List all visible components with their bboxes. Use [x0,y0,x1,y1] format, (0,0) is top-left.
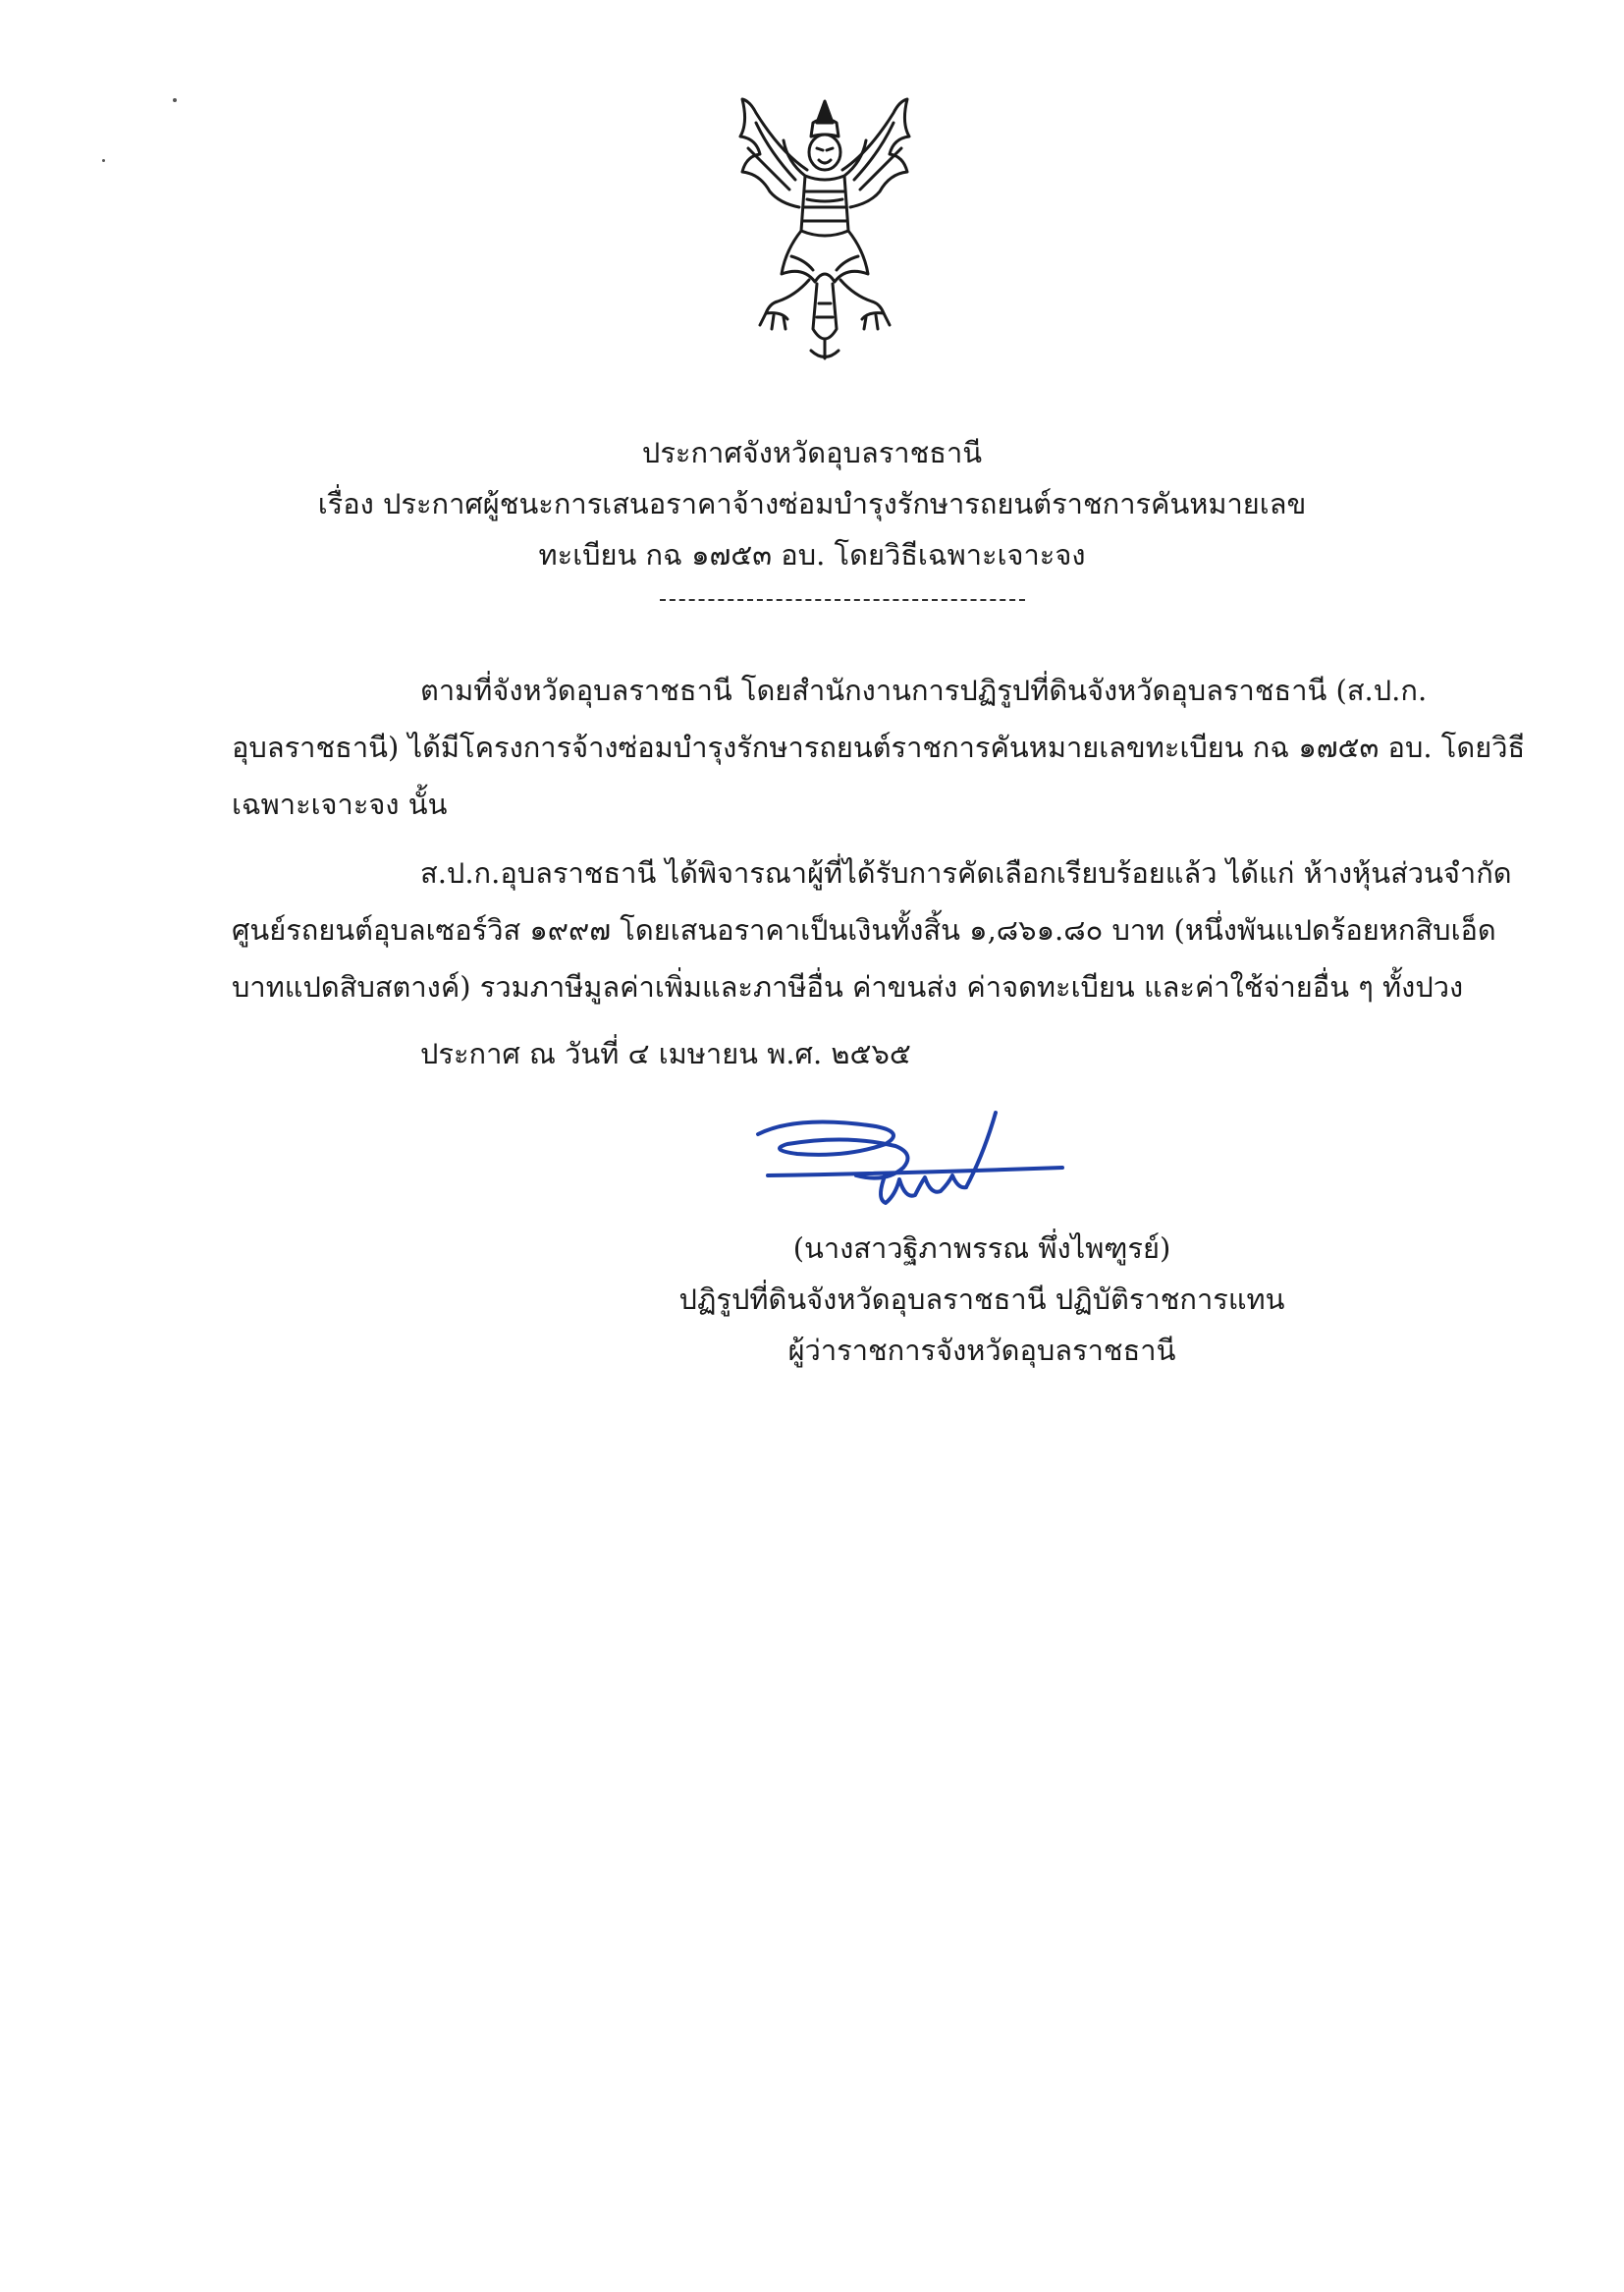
handwritten-signature [738,1105,1072,1232]
paragraph-1-line-3: เฉพาะเจาะจง นั้น [232,788,448,821]
paragraph-1-line-1: ตามที่จังหวัดอุบลราชธานี โดยสำนักงานการปฏิรูปที่ดินจังหวัดอุบลราชธานี (ส.ป.ก. [420,674,1428,707]
scan-speck [102,159,105,162]
subject-line-2: ทะเบียน กฉ ๑๗๕๓ อบ. โดยวิธีเฉพาะเจาะจง [538,538,1086,572]
subject-line-1: เรื่อง ประกาศผู้ชนะการเสนอราคาจ้างซ่อมบำรุงรักษารถยนต์ราชการคันหมายเลข [317,487,1307,520]
paragraph-1-line-2: อุบลราชธานี) ได้มีโครงการจ้างซ่อมบำรุงรักษารถยนต์ราชการคันหมายเลขทะเบียน กฉ ๑๗๕๓ อบ. โดยวิธี [232,731,1526,764]
signer-position-line-2: ผู้ว่าราชการจังหวัดอุบลราชธานี [787,1334,1176,1367]
announcement-date: ประกาศ ณ วันที่ ๔ เมษายน พ.ศ. ๒๕๖๕ [420,1037,911,1070]
signer-position-line-1: ปฏิรูปที่ดินจังหวัดอุบลราชธานี ปฏิบัติราชการแทน [678,1282,1285,1316]
signer-name: (นางสาวฐิภาพรรณ พึ่งไพฑูรย์) [792,1231,1171,1265]
title-divider [660,599,1025,601]
garuda-emblem-icon [727,93,923,363]
scan-speck [173,98,177,102]
paragraph-2-line-2: ศูนย์รถยนต์อุบลเซอร์วิส ๑๙๙๗ โดยเสนอราคาเป็นเงินทั้งสิ้น ๑,๘๖๑.๘๐ บาท (หนึ่งพันแปดร้อยหกสิบเอ็ด [232,913,1496,947]
paragraph-2-line-3: บาทแปดสิบสตางค์) รวมภาษีมูลค่าเพิ่มและภาษีอื่น ค่าขนส่ง ค่าจดทะเบียน และค่าใช้จ่ายอื่น ๆ ทั้งปวง [232,970,1464,1004]
paragraph-2-line-1: ส.ป.ก.อุบลราชธานี ได้พิจารณาผู้ที่ได้รับการคัดเลือกเรียบร้อยแล้ว ได้แก่ ห้างหุ้นส่วนจำกัด [420,856,1512,890]
announcement-title: ประกาศจังหวัดอุบลราชธานี [641,436,983,469]
